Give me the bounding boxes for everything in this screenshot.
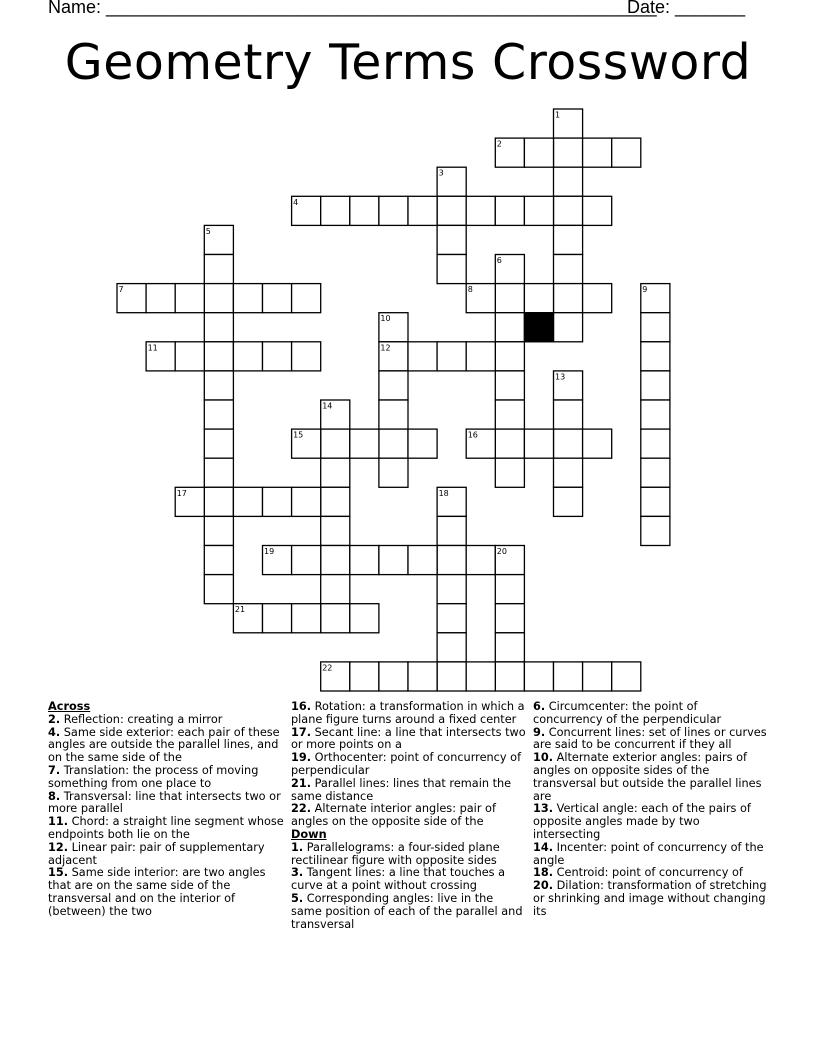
crossword-cell[interactable] bbox=[321, 487, 350, 516]
down-heading: Down bbox=[291, 827, 327, 841]
crossword-cell[interactable] bbox=[408, 546, 437, 575]
crossword-cell[interactable] bbox=[466, 546, 495, 575]
crossword-cell[interactable] bbox=[495, 604, 524, 633]
clue-number-9: 9 bbox=[642, 285, 648, 295]
clue-number-12: 12 bbox=[380, 343, 391, 353]
crossword-cell[interactable] bbox=[408, 662, 437, 691]
crossword-cell[interactable] bbox=[554, 167, 583, 196]
crossword-cell[interactable] bbox=[350, 662, 379, 691]
clue-across-15: 15. Same side interior: are two angles that are on the same side of the transversal and on the interior of (between) the two bbox=[48, 866, 266, 918]
crossword-cell[interactable] bbox=[408, 429, 437, 458]
crossword-cell[interactable] bbox=[466, 196, 495, 225]
clue-down-18: 18. Centroid: point of concurrency of bbox=[533, 866, 743, 880]
clue-across-16: 16. Rotation: a transformation in which a plane figure turns around a fixed center bbox=[291, 700, 525, 726]
crossword-cell[interactable] bbox=[350, 604, 379, 633]
crossword-cell[interactable] bbox=[554, 284, 583, 313]
clue-number-22: 22 bbox=[322, 663, 333, 673]
crossword-cell[interactable] bbox=[524, 662, 553, 691]
crossword-cell[interactable] bbox=[175, 342, 204, 371]
crossword-cell[interactable] bbox=[175, 284, 204, 313]
crossword-cell[interactable] bbox=[495, 400, 524, 429]
clue-number-16: 16 bbox=[467, 430, 478, 440]
crossword-cell[interactable] bbox=[641, 487, 670, 516]
crossword-cell[interactable] bbox=[495, 633, 524, 662]
crossword-cell[interactable] bbox=[204, 371, 233, 400]
crossword-cell[interactable] bbox=[379, 458, 408, 487]
crossword-cell[interactable] bbox=[641, 342, 670, 371]
date-field-label: Date: _______ bbox=[627, 0, 746, 17]
crossword-cell[interactable] bbox=[641, 400, 670, 429]
clue-number-20: 20 bbox=[496, 547, 507, 556]
clue-number-17: 17 bbox=[176, 488, 187, 498]
crossword-cell[interactable] bbox=[495, 342, 524, 371]
crossword-cell[interactable] bbox=[233, 284, 262, 313]
crossword-cell[interactable] bbox=[583, 284, 612, 313]
clues-column-2 bbox=[291, 701, 527, 931]
crossword-cell[interactable] bbox=[495, 371, 524, 400]
crossword-cell[interactable] bbox=[554, 400, 583, 429]
crossword-cell[interactable] bbox=[437, 516, 466, 545]
crossword-cell[interactable] bbox=[641, 429, 670, 458]
clue-number-7: 7 bbox=[118, 285, 124, 295]
crossword-cell[interactable] bbox=[583, 138, 612, 167]
crossword-cell[interactable] bbox=[524, 138, 553, 167]
clue-across-4: 4. Same side exterior: each pair of these angles are outside the parallel lines, and on the same side of the bbox=[48, 725, 280, 765]
crossword-cell[interactable] bbox=[321, 575, 350, 604]
crossword-cell[interactable] bbox=[263, 284, 292, 313]
crossword-cell[interactable] bbox=[204, 255, 233, 284]
clue-down-13: 13. Vertical angle: each of the pairs of opposite angles made by two intersecting bbox=[533, 802, 751, 841]
crossword-cell[interactable] bbox=[495, 458, 524, 487]
clues-column-3 bbox=[533, 701, 769, 919]
crossword-cell[interactable] bbox=[204, 546, 233, 575]
clue-number-19: 19 bbox=[264, 547, 275, 556]
crossword-cell[interactable] bbox=[437, 255, 466, 284]
crossword-cell[interactable] bbox=[350, 546, 379, 575]
clue-number-3: 3 bbox=[438, 168, 444, 178]
crossword-cell[interactable] bbox=[321, 546, 350, 575]
clue-number-15: 15 bbox=[293, 430, 304, 440]
clue-down-5: 5. Corresponding angles: live in the same position of each of the parallel and transversal bbox=[291, 891, 523, 931]
crossword-cell[interactable] bbox=[554, 458, 583, 487]
crossword-cell[interactable] bbox=[204, 516, 233, 545]
clue-down-14: 14. Incenter: point of concurrency of the angle bbox=[533, 840, 764, 867]
crossword-cell[interactable] bbox=[641, 371, 670, 400]
crossword-cell[interactable] bbox=[437, 662, 466, 691]
crossword-cell[interactable] bbox=[379, 429, 408, 458]
clue-number-14: 14 bbox=[322, 401, 333, 411]
clue-down-3: 3. Tangent lines: a line that touches a curve at a point without crossing bbox=[291, 866, 506, 893]
crossword-cell[interactable] bbox=[554, 196, 583, 225]
crossword-cell[interactable] bbox=[554, 662, 583, 691]
crossword-cell[interactable] bbox=[321, 516, 350, 545]
clue-down-6: 6. Circumcenter: the point of concurrency of the perpendicular bbox=[533, 700, 722, 726]
clue-number-11: 11 bbox=[147, 343, 158, 353]
crossword-cell[interactable] bbox=[524, 429, 553, 458]
crossword-cell[interactable] bbox=[292, 487, 321, 516]
crossword-cell[interactable] bbox=[524, 196, 553, 225]
crossword-cell[interactable] bbox=[204, 458, 233, 487]
crossword-cell[interactable] bbox=[146, 284, 175, 313]
crossword-cell[interactable] bbox=[554, 313, 583, 342]
crossword-cell[interactable] bbox=[204, 313, 233, 342]
page-title: Geometry Terms Crossword bbox=[64, 34, 752, 91]
clue-across-21: 21. Parallel lines: lines that remain the same distance bbox=[291, 776, 512, 803]
clues-column-1 bbox=[48, 701, 284, 919]
clue-number-18: 18 bbox=[438, 488, 449, 498]
crossword-cell[interactable] bbox=[321, 429, 350, 458]
clue-number-13: 13 bbox=[555, 372, 566, 382]
crossword-cell[interactable] bbox=[495, 575, 524, 604]
crossword-cell[interactable] bbox=[292, 342, 321, 371]
clue-number-2: 2 bbox=[496, 139, 502, 149]
crossword-cell[interactable] bbox=[379, 196, 408, 225]
clue-number-6: 6 bbox=[496, 256, 502, 265]
crossword-cell[interactable] bbox=[263, 342, 292, 371]
crossword-cell[interactable] bbox=[612, 138, 641, 167]
crossword-cell[interactable] bbox=[437, 196, 466, 225]
clue-across-22: 22. Alternate interior angles: pair of angles on the opposite side of the bbox=[291, 802, 496, 829]
across-heading: Across bbox=[48, 700, 91, 713]
crossword-cell[interactable] bbox=[321, 458, 350, 487]
clue-number-21: 21 bbox=[234, 605, 246, 615]
crossword-cell[interactable] bbox=[437, 604, 466, 633]
crossword-cell[interactable] bbox=[612, 662, 641, 691]
crossword-cell[interactable] bbox=[554, 225, 583, 254]
clue-number-8: 8 bbox=[467, 285, 473, 295]
crossword-cell[interactable] bbox=[321, 196, 350, 225]
crossword-cell[interactable] bbox=[554, 255, 583, 284]
crossword-cell[interactable] bbox=[583, 429, 612, 458]
crossword-cell[interactable] bbox=[204, 400, 233, 429]
crossword-cell[interactable] bbox=[437, 633, 466, 662]
clue-across-8: 8. Transversal: line that intersects two or more parallel bbox=[48, 789, 281, 816]
crossword-cell[interactable] bbox=[292, 604, 321, 633]
crossword-cell[interactable] bbox=[263, 604, 292, 633]
black-square bbox=[524, 313, 553, 342]
clue-number-1: 1 bbox=[555, 110, 561, 120]
crossword-cell[interactable] bbox=[641, 516, 670, 545]
clue-number-5: 5 bbox=[205, 226, 211, 236]
crossword-cell[interactable] bbox=[292, 284, 321, 313]
clue-down-10: 10. Alternate exterior angles: pairs of angles on opposite sides of the transversal but outside the parallel lines are bbox=[533, 751, 762, 803]
crossword-cell[interactable] bbox=[204, 342, 233, 371]
crossword-cell[interactable] bbox=[554, 138, 583, 167]
crossword-cell[interactable] bbox=[321, 604, 350, 633]
clue-down-20: 20. Dilation: transformation of stretching or shrinking and image without changing its bbox=[533, 879, 767, 918]
crossword-cell[interactable] bbox=[583, 196, 612, 225]
clue-across-12: 12. Linear pair: pair of supplementary adjacent bbox=[48, 840, 265, 867]
crossword-cell[interactable] bbox=[408, 196, 437, 225]
crossword-cell[interactable] bbox=[466, 342, 495, 371]
clue-number-10: 10 bbox=[380, 314, 391, 324]
clue-number-4: 4 bbox=[293, 197, 299, 207]
crossword-cell[interactable] bbox=[379, 371, 408, 400]
crossword-cell[interactable] bbox=[350, 429, 379, 458]
crossword-cell[interactable] bbox=[379, 662, 408, 691]
crossword-cell[interactable] bbox=[204, 429, 233, 458]
crossword-cell[interactable] bbox=[204, 575, 233, 604]
crossword-cell[interactable] bbox=[437, 546, 466, 575]
clue-across-11: 11. Chord: a straight line segment whose endpoints both lie on the bbox=[48, 815, 284, 841]
crossword-cell[interactable] bbox=[233, 487, 262, 516]
clue-across-2: 2. Reflection: creating a mirror bbox=[48, 712, 223, 726]
crossword-cell[interactable] bbox=[641, 313, 670, 342]
crossword-cell[interactable] bbox=[233, 342, 262, 371]
crossword-cell[interactable] bbox=[437, 225, 466, 254]
crossword-cell[interactable] bbox=[263, 487, 292, 516]
crossword-cell[interactable] bbox=[554, 487, 583, 516]
name-field-label: Name: _______________________________________________________ bbox=[48, 0, 657, 17]
clue-across-7: 7. Translation: the process of moving something from one place to bbox=[48, 763, 259, 790]
crossword-cell[interactable] bbox=[408, 342, 437, 371]
clue-across-19: 19. Orthocenter: point of concurrency of perpendicular bbox=[291, 751, 522, 777]
crossword-cell[interactable] bbox=[204, 284, 233, 313]
crossword-cell[interactable] bbox=[437, 575, 466, 604]
crossword-cell[interactable] bbox=[292, 546, 321, 575]
crossword-cell[interactable] bbox=[495, 429, 524, 458]
crossword-cell[interactable] bbox=[466, 662, 495, 691]
crossword-cell[interactable] bbox=[379, 546, 408, 575]
crossword-cell[interactable] bbox=[437, 342, 466, 371]
crossword-cell[interactable] bbox=[495, 313, 524, 342]
clue-down-1: 1. Parallelograms: a four-sided plane rectilinear figure with opposite sides bbox=[291, 840, 500, 867]
crossword-cell[interactable] bbox=[524, 284, 553, 313]
crossword-cell[interactable] bbox=[204, 487, 233, 516]
crossword-cell[interactable] bbox=[495, 196, 524, 225]
crossword-cell[interactable] bbox=[641, 458, 670, 487]
crossword-cell[interactable] bbox=[379, 400, 408, 429]
crossword-cell[interactable] bbox=[495, 284, 524, 313]
clue-down-9: 9. Concurrent lines: set of lines or curves are said to be concurrent if they all bbox=[533, 725, 767, 752]
crossword-cell[interactable] bbox=[554, 429, 583, 458]
crossword-cell[interactable] bbox=[350, 196, 379, 225]
crossword-cell[interactable] bbox=[583, 662, 612, 691]
crossword-cell[interactable] bbox=[495, 662, 524, 691]
clue-across-17: 17. Secant line: a line that intersects two or more points on a bbox=[291, 725, 526, 752]
